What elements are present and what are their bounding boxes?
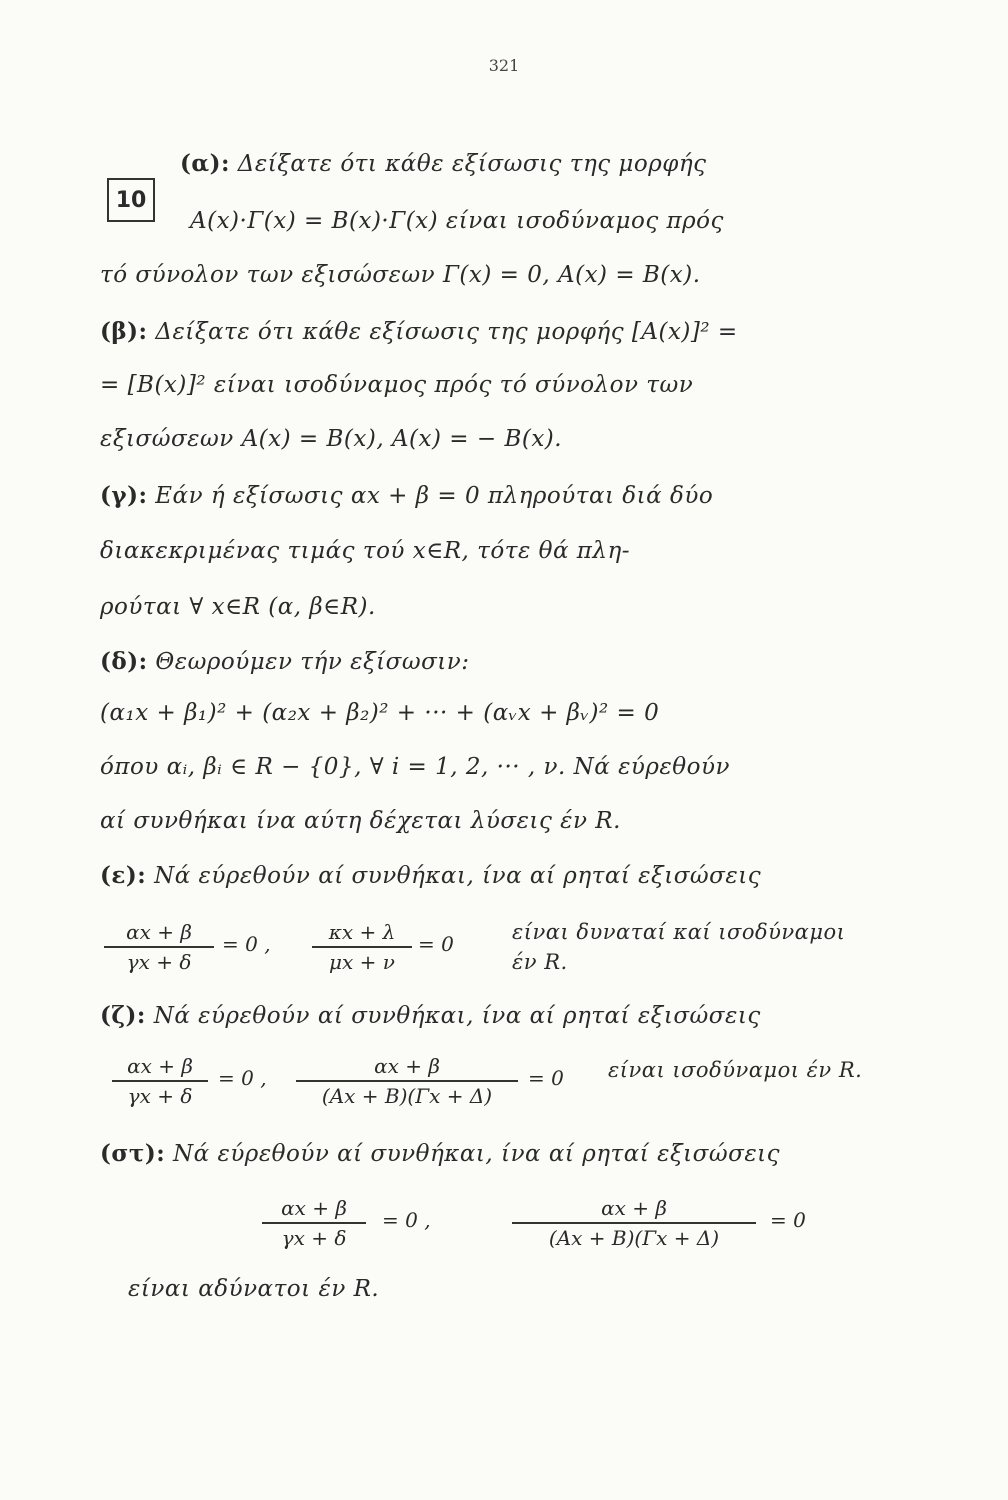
line-st1	[100, 1140, 780, 1167]
item-tag-c: (γ):	[100, 482, 148, 509]
line-a2: A(x)·Γ(x) = B(x)·Γ(x) είναι ισοδύναμος πρός	[190, 208, 724, 234]
line-z2-tail: είναι ισοδύναμοι έν R.	[608, 1058, 863, 1082]
fraction-numerator: αx + β	[281, 1196, 347, 1220]
fraction-denominator: (Ax + B)(Γx + Δ)	[548, 1225, 720, 1250]
fraction-numerator: αx + β	[126, 920, 192, 944]
line-c1	[100, 482, 713, 509]
fraction-e2	[312, 920, 412, 974]
fraction-numerator: κx + λ	[328, 920, 396, 944]
line-a1-text: Δείξατε ότι κάθε εξίσωσις της μορφής	[237, 151, 707, 177]
line-z1	[100, 1002, 761, 1029]
fraction-z1	[112, 1054, 208, 1108]
line-b2: = [B(x)]² είναι ισοδύναμος πρός τό σύνολον των	[100, 372, 694, 398]
equals-zero: = 0	[770, 1208, 806, 1232]
fraction-denominator: (Ax + B)(Γx + Δ)	[321, 1083, 493, 1108]
fraction-denominator: μx + ν	[329, 949, 395, 974]
line-e1	[100, 862, 761, 889]
equals-zero: = 0	[528, 1066, 564, 1090]
fraction-denominator: γx + δ	[126, 949, 192, 974]
fraction-numerator: αx + β	[601, 1196, 667, 1220]
fraction-st1	[262, 1196, 366, 1250]
line-c2: διακεκριμένας τιμάς τού x∈R, τότε θά πλη-	[100, 538, 631, 564]
fraction-st2	[512, 1196, 756, 1250]
line-e1-text: Νά εύρεθούν αί συνθήκαι, ίνα αί ρηταί εξισώσεις	[154, 863, 762, 889]
equals-zero: = 0 ,	[222, 932, 271, 956]
line-c1-text: Εάν ή εξίσωσις αx + β = 0 πληρούται διά δύο	[155, 483, 714, 509]
equals-zero: = 0 ,	[218, 1066, 267, 1090]
line-a3: τό σύνολον των εξισώσεων Γ(x) = 0, A(x) = B(x).	[100, 262, 701, 288]
line-st1-text: Νά εύρεθούν αί συνθήκαι, ίνα αί ρηταί εξισώσεις	[173, 1141, 781, 1167]
fraction-numerator: αx + β	[374, 1054, 440, 1078]
item-tag-st: (στ):	[100, 1140, 166, 1167]
line-b1	[100, 318, 738, 345]
line-a1	[180, 150, 707, 177]
line-st3: είναι αδύνατοι έν R.	[128, 1276, 380, 1302]
item-tag-a: (α):	[180, 150, 230, 177]
item-tag-d: (δ):	[100, 648, 148, 675]
line-b3: εξισώσεων A(x) = B(x), A(x) = − B(x).	[100, 426, 563, 452]
line-b1-text: Δείξατε ότι κάθε εξίσωσις της μορφής [A(x)]² =	[155, 319, 738, 345]
fraction-denominator: γx + δ	[281, 1225, 347, 1250]
fraction-z2	[296, 1054, 518, 1108]
equals-zero: = 0 ,	[382, 1208, 431, 1232]
line-d1-text: Θεωρούμεν τήν εξίσωσιν:	[155, 649, 470, 675]
line-d3: όπου αᵢ, βᵢ ∈ R − {0}, ∀ i = 1, 2, ··· , ν. Νά εύρεθούν	[100, 754, 730, 780]
item-tag-e: (ε):	[100, 862, 147, 889]
fraction-e1	[104, 920, 214, 974]
item-tag-z: (ζ):	[100, 1002, 146, 1029]
line-e3-tail: έν R.	[512, 950, 568, 974]
line-e2-tail: είναι δυναταί καί ισοδύναμοι	[512, 920, 846, 944]
line-d2: (α₁x + β₁)² + (α₂x + β₂)² + ··· + (αᵥx + βᵥ)² = 0	[100, 700, 660, 726]
equals-zero: = 0	[418, 932, 454, 956]
item-tag-b: (β):	[100, 318, 148, 345]
line-z1-text: Νά εύρεθούν αί συνθήκαι, ίνα αί ρηταί εξισώσεις	[153, 1003, 761, 1029]
page-number: 321	[488, 56, 520, 75]
line-c3: ρούται ∀ x∈R (α, β∈R).	[100, 594, 376, 620]
fraction-numerator: αx + β	[127, 1054, 193, 1078]
fraction-denominator: γx + δ	[127, 1083, 193, 1108]
line-d4: αί συνθήκαι ίνα αύτη δέχεται λύσεις έν R.	[100, 808, 621, 834]
exercise-number-badge: 10	[107, 178, 155, 222]
line-d1	[100, 648, 470, 675]
